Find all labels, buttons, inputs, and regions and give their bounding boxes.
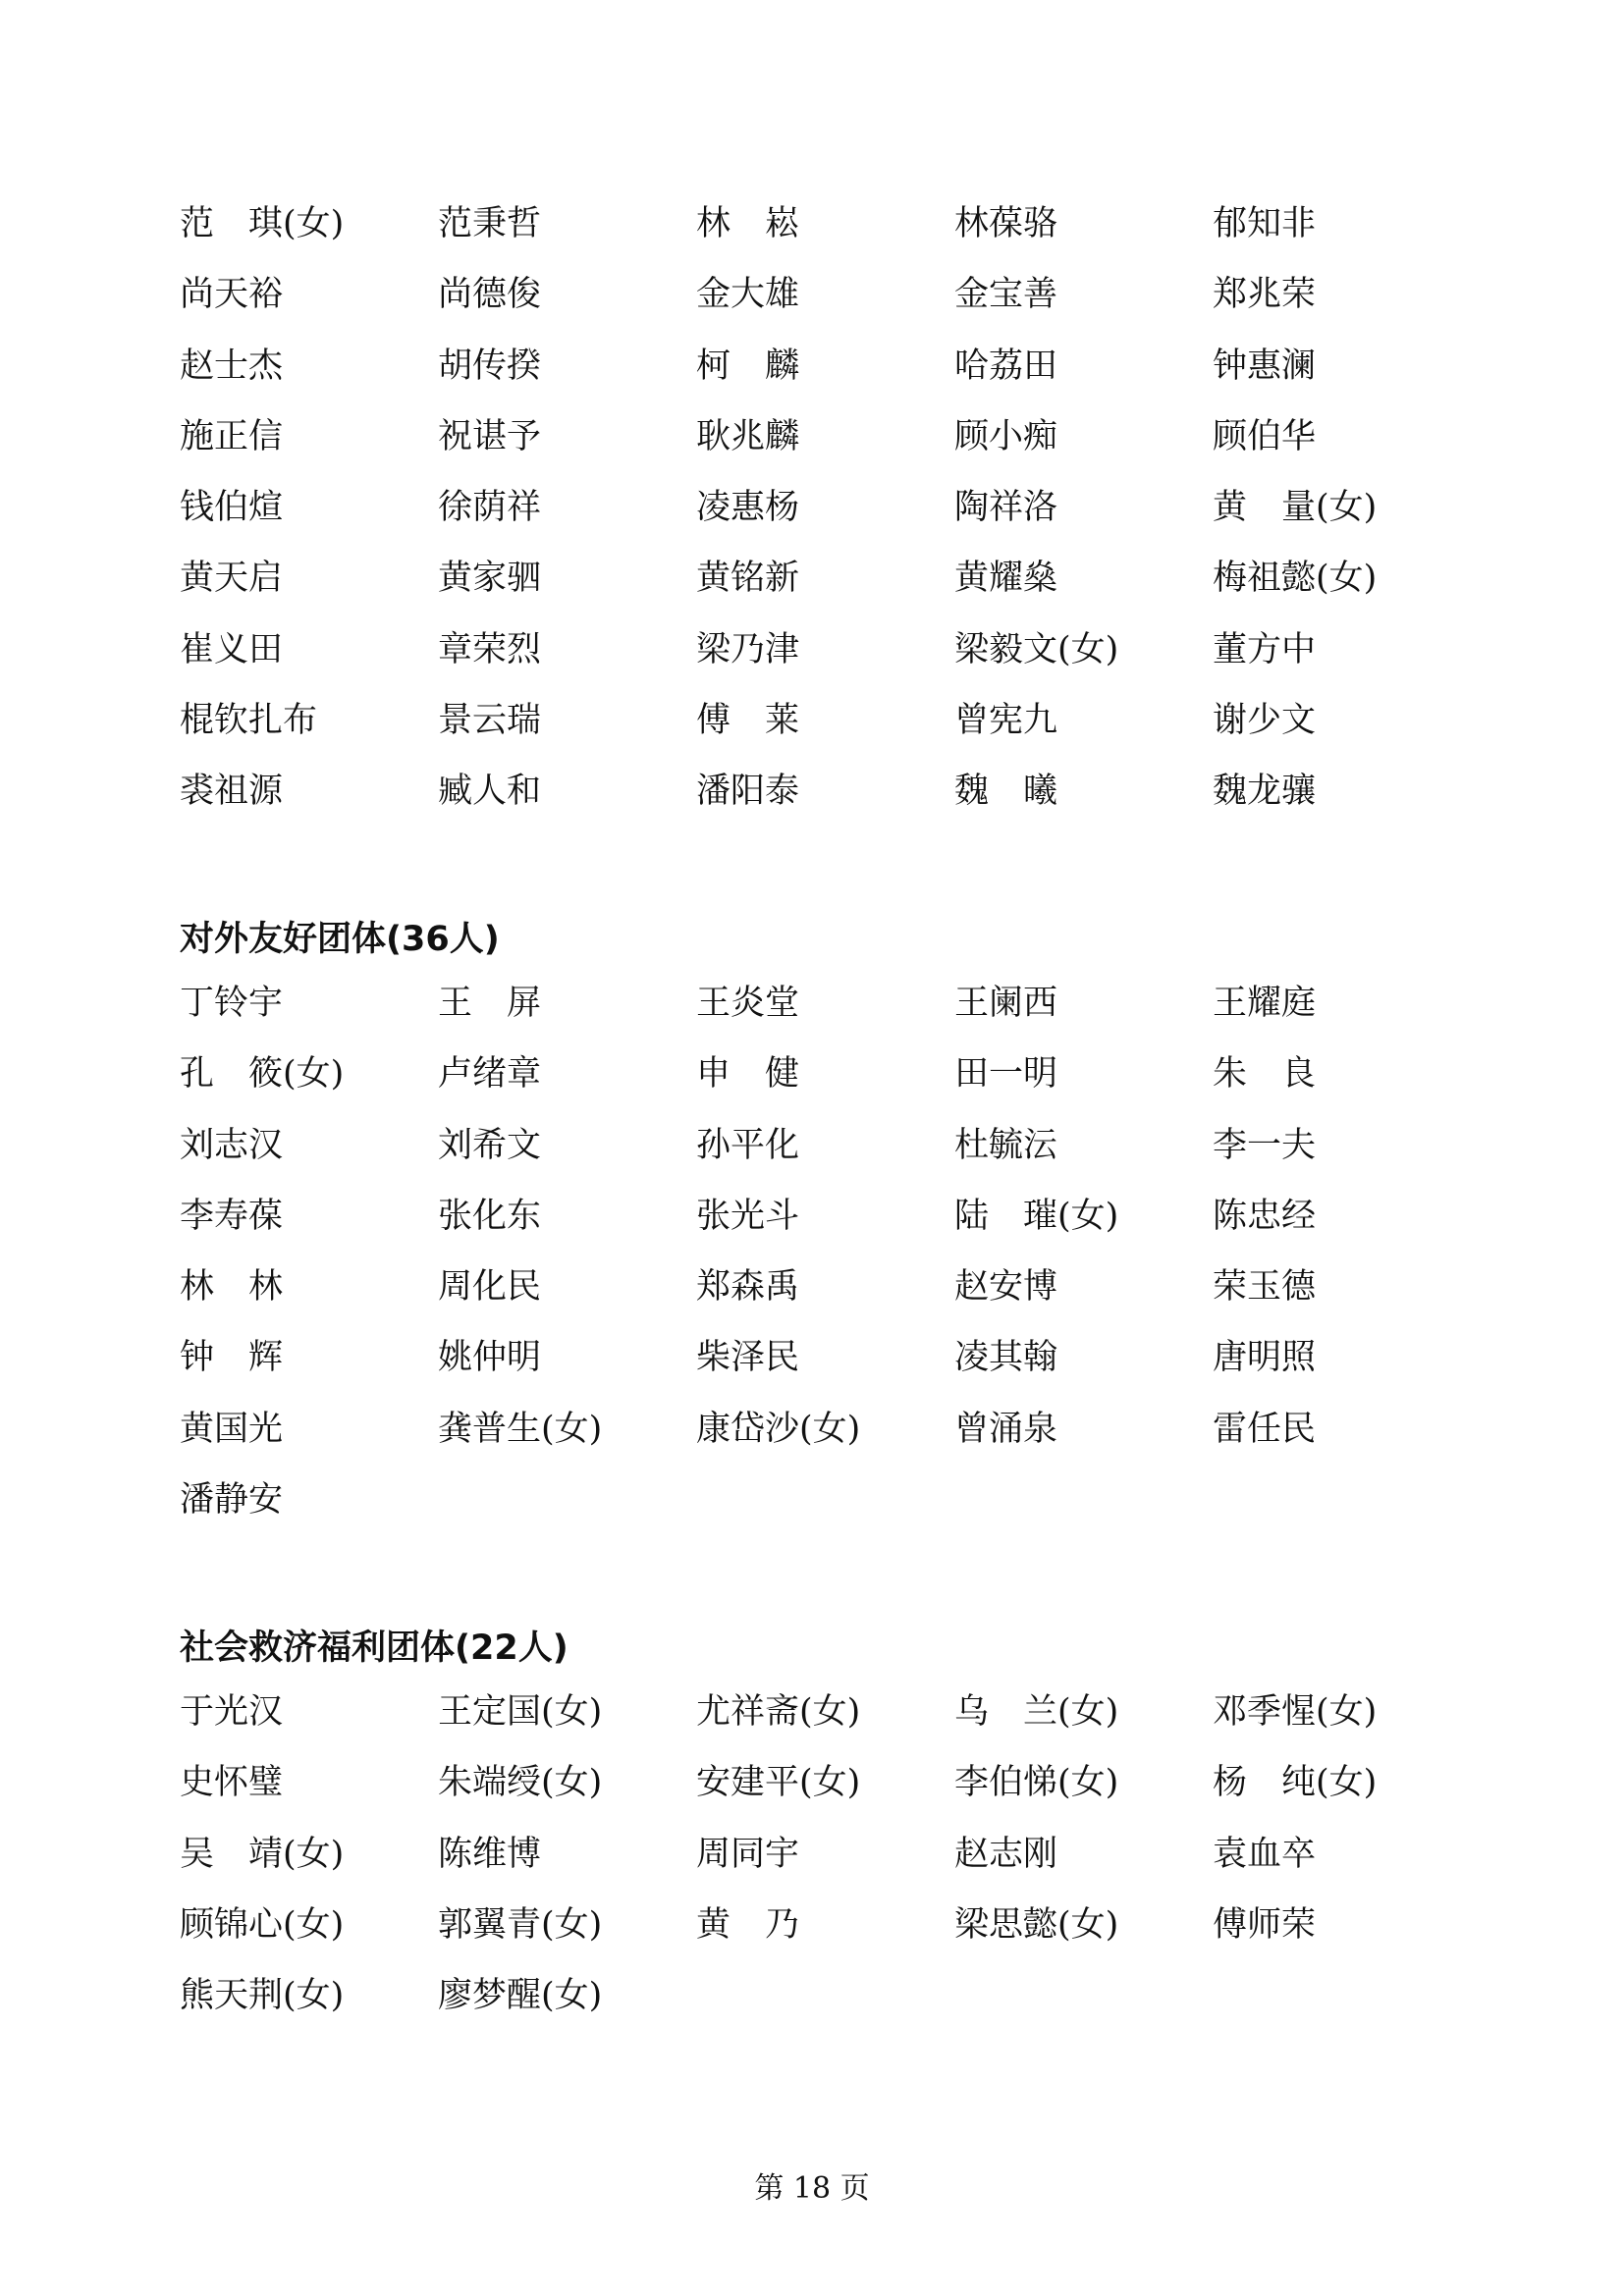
person-name: 陆 璀(女) [954, 1196, 1119, 1236]
section-friendship-groups [180, 911, 1476, 1535]
person-name: 章荣烈 [438, 629, 542, 669]
person-name: 曾涌泉 [954, 1409, 1058, 1449]
person-name: 徐荫祥 [438, 488, 542, 528]
person-name: 周同宇 [696, 1834, 800, 1874]
person-name: 柯 麟 [696, 346, 800, 386]
person-name: 乌 兰(女) [954, 1692, 1119, 1732]
person-name: 申 健 [696, 1054, 800, 1095]
person-name: 康岱沙(女) [696, 1409, 861, 1449]
person-name: 黄耀燊 [954, 559, 1058, 599]
name-grid [180, 968, 1476, 1535]
person-name: 姚仲明 [438, 1338, 542, 1378]
person-name: 梁思懿(女) [954, 1904, 1119, 1945]
person-name: 黄家驷 [438, 559, 542, 599]
person-name: 王定国(女) [438, 1692, 603, 1732]
person-name: 胡传揆 [438, 346, 542, 386]
person-name: 钟惠澜 [1213, 346, 1317, 386]
person-name: 荣玉德 [1213, 1267, 1317, 1308]
page-number: 第 18 页 [754, 2171, 870, 2206]
person-name: 潘阳泰 [696, 772, 800, 812]
person-name: 陈维博 [438, 1834, 542, 1874]
person-name: 于光汉 [180, 1692, 284, 1732]
person-name: 王炎堂 [696, 984, 800, 1023]
person-name: 施正信 [180, 416, 284, 456]
person-name: 郭翼青(女) [438, 1904, 603, 1945]
person-name: 史怀璧 [180, 1763, 284, 1803]
person-name: 魏 曦 [954, 772, 1058, 812]
person-name: 李一夫 [1213, 1125, 1317, 1165]
person-name: 陶祥洛 [954, 488, 1058, 528]
person-name: 丁铃宇 [180, 984, 284, 1023]
person-name: 梁乃津 [696, 629, 800, 669]
person-name: 林 林 [180, 1267, 284, 1308]
person-name: 杜毓沄 [954, 1125, 1058, 1165]
person-name: 哈荔田 [954, 346, 1058, 386]
person-name: 傅师荣 [1213, 1904, 1317, 1945]
person-name: 顾锦心(女) [180, 1904, 345, 1945]
person-name: 顾伯华 [1213, 416, 1317, 456]
person-name: 陈忠经 [1213, 1196, 1317, 1236]
person-name: 李伯悌(女) [954, 1763, 1119, 1803]
person-name: 尚德俊 [438, 275, 542, 315]
person-name: 金宝善 [954, 275, 1058, 315]
person-name: 凌惠杨 [696, 488, 800, 528]
person-name: 田一明 [954, 1054, 1058, 1095]
section-heading: 社会救济福利团体(22人) [180, 1629, 568, 1668]
person-name: 孔 筱(女) [180, 1054, 345, 1095]
person-name: 邓季惺(女) [1213, 1692, 1378, 1732]
person-name: 潘静安 [180, 1480, 284, 1521]
person-name: 梅祖懿(女) [1213, 559, 1378, 599]
person-name: 熊天荆(女) [180, 1976, 345, 2016]
person-name: 林葆骆 [954, 204, 1058, 243]
person-name: 黄 乃 [696, 1904, 800, 1945]
person-name: 袁血卒 [1213, 1834, 1317, 1874]
person-name: 杨 纯(女) [1213, 1763, 1378, 1803]
person-name: 董方中 [1213, 629, 1317, 669]
person-name: 朱端绶(女) [438, 1763, 603, 1803]
section-welfare-groups [180, 1620, 1476, 2031]
person-name: 王阑西 [954, 984, 1058, 1023]
person-name: 景云瑞 [438, 701, 542, 741]
person-name: 龚普生(女) [438, 1409, 603, 1449]
person-name: 赵安博 [954, 1267, 1058, 1308]
person-name: 梁毅文(女) [954, 629, 1119, 669]
person-name: 黄国光 [180, 1409, 284, 1449]
person-name: 王耀庭 [1213, 984, 1317, 1023]
person-name: 祝谌予 [438, 416, 542, 456]
person-name: 黄 量(女) [1213, 488, 1378, 528]
person-name: 雷任民 [1213, 1409, 1317, 1449]
person-name: 唐明照 [1213, 1338, 1317, 1378]
person-name: 张光斗 [696, 1196, 800, 1236]
person-name: 赵志刚 [954, 1834, 1058, 1874]
person-name: 刘志汉 [180, 1125, 284, 1165]
person-name: 王 屏 [438, 984, 542, 1023]
person-name: 傅 莱 [696, 701, 800, 741]
person-name: 林 崧 [696, 204, 800, 243]
name-grid [180, 1677, 1476, 2031]
section-1 [180, 188, 1476, 828]
person-name: 钱伯煊 [180, 488, 284, 528]
person-name: 耿兆麟 [696, 416, 800, 456]
person-name: 金大雄 [696, 275, 800, 315]
person-name: 吴 靖(女) [180, 1834, 345, 1874]
person-name: 孙平化 [696, 1125, 800, 1165]
person-name: 曾宪九 [954, 701, 1058, 741]
person-name: 黄天启 [180, 559, 284, 599]
person-name: 柴泽民 [696, 1338, 800, 1378]
person-name: 谢少文 [1213, 701, 1317, 741]
person-name: 魏龙骧 [1213, 772, 1317, 812]
name-grid [180, 188, 1476, 828]
person-name: 周化民 [438, 1267, 542, 1308]
person-name: 裘祖源 [180, 772, 284, 812]
person-name: 棍钦扎布 [180, 701, 318, 741]
person-name: 黄铭新 [696, 559, 800, 599]
person-name: 郑兆荣 [1213, 275, 1317, 315]
person-name: 臧人和 [438, 772, 542, 812]
person-name: 郑森禹 [696, 1267, 800, 1308]
person-name: 卢绪章 [438, 1054, 542, 1095]
person-name: 崔义田 [180, 629, 284, 669]
person-name: 范 琪(女) [180, 204, 345, 243]
person-name: 范秉哲 [438, 204, 542, 243]
person-name: 尤祥斋(女) [696, 1692, 861, 1732]
person-name: 郁知非 [1213, 204, 1317, 243]
person-name: 顾小痴 [954, 416, 1058, 456]
person-name: 凌其翰 [954, 1338, 1058, 1378]
person-name: 刘希文 [438, 1125, 542, 1165]
person-name: 张化东 [438, 1196, 542, 1236]
person-name: 安建平(女) [696, 1763, 861, 1803]
person-name: 赵士杰 [180, 346, 284, 386]
person-name: 钟 辉 [180, 1338, 284, 1378]
person-name: 朱 良 [1213, 1054, 1317, 1095]
person-name: 廖梦醒(女) [438, 1976, 603, 2016]
section-heading: 对外友好团体(36人) [180, 920, 500, 959]
person-name: 尚天裕 [180, 275, 284, 315]
person-name: 李寿葆 [180, 1196, 284, 1236]
